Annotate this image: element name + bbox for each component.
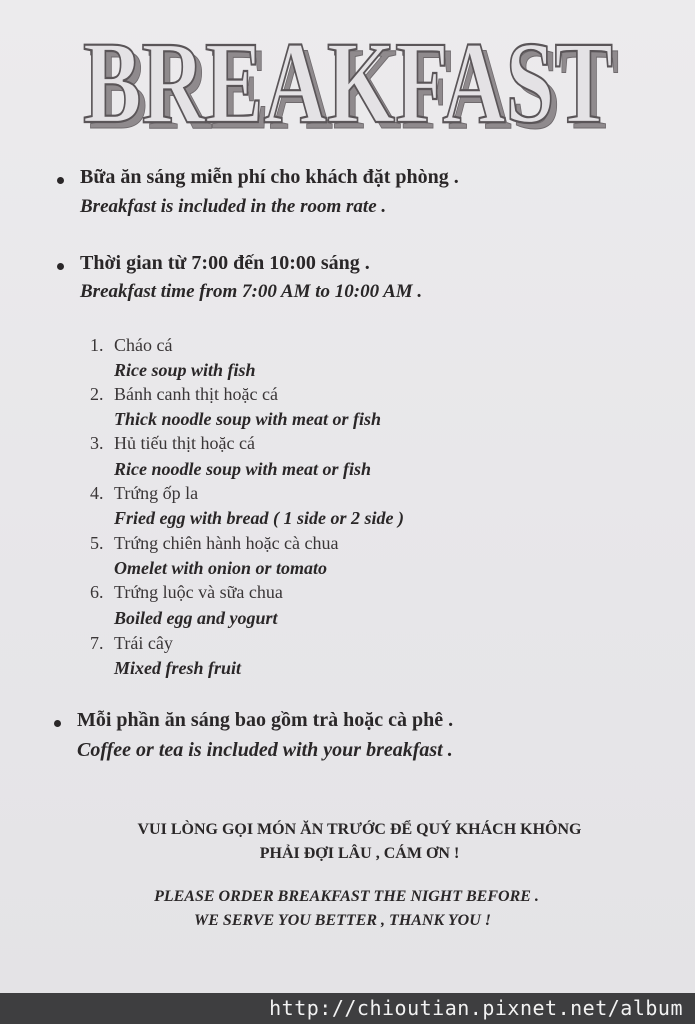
item-name-vi: Hủ tiếu thịt hoặc cá xyxy=(114,433,255,453)
breakfast-hours-en: Breakfast time from 7:00 AM to 10:00 AM . xyxy=(80,281,423,302)
item-name-en: Boiled egg and yogurt xyxy=(114,608,278,628)
item-number: 2. xyxy=(90,384,104,404)
item-number: 1. xyxy=(90,335,104,355)
bullet-dot xyxy=(57,177,64,184)
item-number: 6. xyxy=(90,582,104,602)
breakfast-title xyxy=(80,14,620,144)
watermark-url: http://chioutian.pixnet.net/album xyxy=(269,996,683,1020)
item-name-vi: Trứng chiên hành hoặc cà chua xyxy=(114,533,339,553)
order-notice-en-line2: WE SERVE YOU BETTER , THANK YOU ! xyxy=(194,912,491,929)
breakfast-hours-vi: Thời gian từ 7:00 đến 10:00 sáng . xyxy=(80,252,370,274)
item-name-vi: Cháo cá xyxy=(114,335,173,355)
breakfast-title-lettering xyxy=(80,14,620,144)
item-name-en: Fried egg with bread ( 1 side or 2 side ) xyxy=(114,508,404,528)
item-name-vi: Trứng ốp la xyxy=(114,483,199,503)
complimentary-breakfast-vi: Bữa ăn sáng miễn phí cho khách đặt phòng . xyxy=(80,166,459,188)
item-number: 5. xyxy=(90,533,104,553)
item-name-en: Mixed fresh fruit xyxy=(114,658,242,678)
breakfast-title-shadow: BREAKFAST xyxy=(89,23,619,144)
watermark-bar xyxy=(0,993,695,1024)
item-name-vi: Trái cây xyxy=(114,633,173,653)
order-notice-en-line1: PLEASE ORDER BREAKFAST THE NIGHT BEFORE . xyxy=(154,888,539,905)
item-name-vi: Trứng luộc và sữa chua xyxy=(114,582,283,602)
item-number: 3. xyxy=(90,433,104,453)
item-number: 7. xyxy=(90,633,104,653)
drink-included-vi: Mỗi phần ăn sáng bao gồm trà hoặc cà phê . xyxy=(77,709,454,731)
order-notice-vi-line1: VUI LÒNG GỌI MÓN ĂN TRƯỚC ĐỂ QUÝ KHÁCH KHÔNG xyxy=(137,821,582,838)
item-name-en: Rice soup with fish xyxy=(114,360,256,380)
bullet-dot xyxy=(54,720,61,727)
bullet-dot xyxy=(57,263,64,270)
breakfast-title-text: BREAKFAST xyxy=(83,17,613,144)
item-name-en: Omelet with onion or tomato xyxy=(114,558,328,578)
complimentary-breakfast-en: Breakfast is included in the room rate . xyxy=(80,196,387,217)
drink-included-en: Coffee or tea is included with your breakfast . xyxy=(77,739,453,761)
item-name-vi: Bánh canh thịt hoặc cá xyxy=(114,384,278,404)
item-name-en: Thick noodle soup with meat or fish xyxy=(114,409,382,429)
item-name-en: Rice noodle soup with meat or fish xyxy=(114,459,372,479)
order-notice-vi-line2: PHẢI ĐỢI LÂU , CÁM ƠN ! xyxy=(259,845,460,862)
item-number: 4. xyxy=(90,483,104,503)
